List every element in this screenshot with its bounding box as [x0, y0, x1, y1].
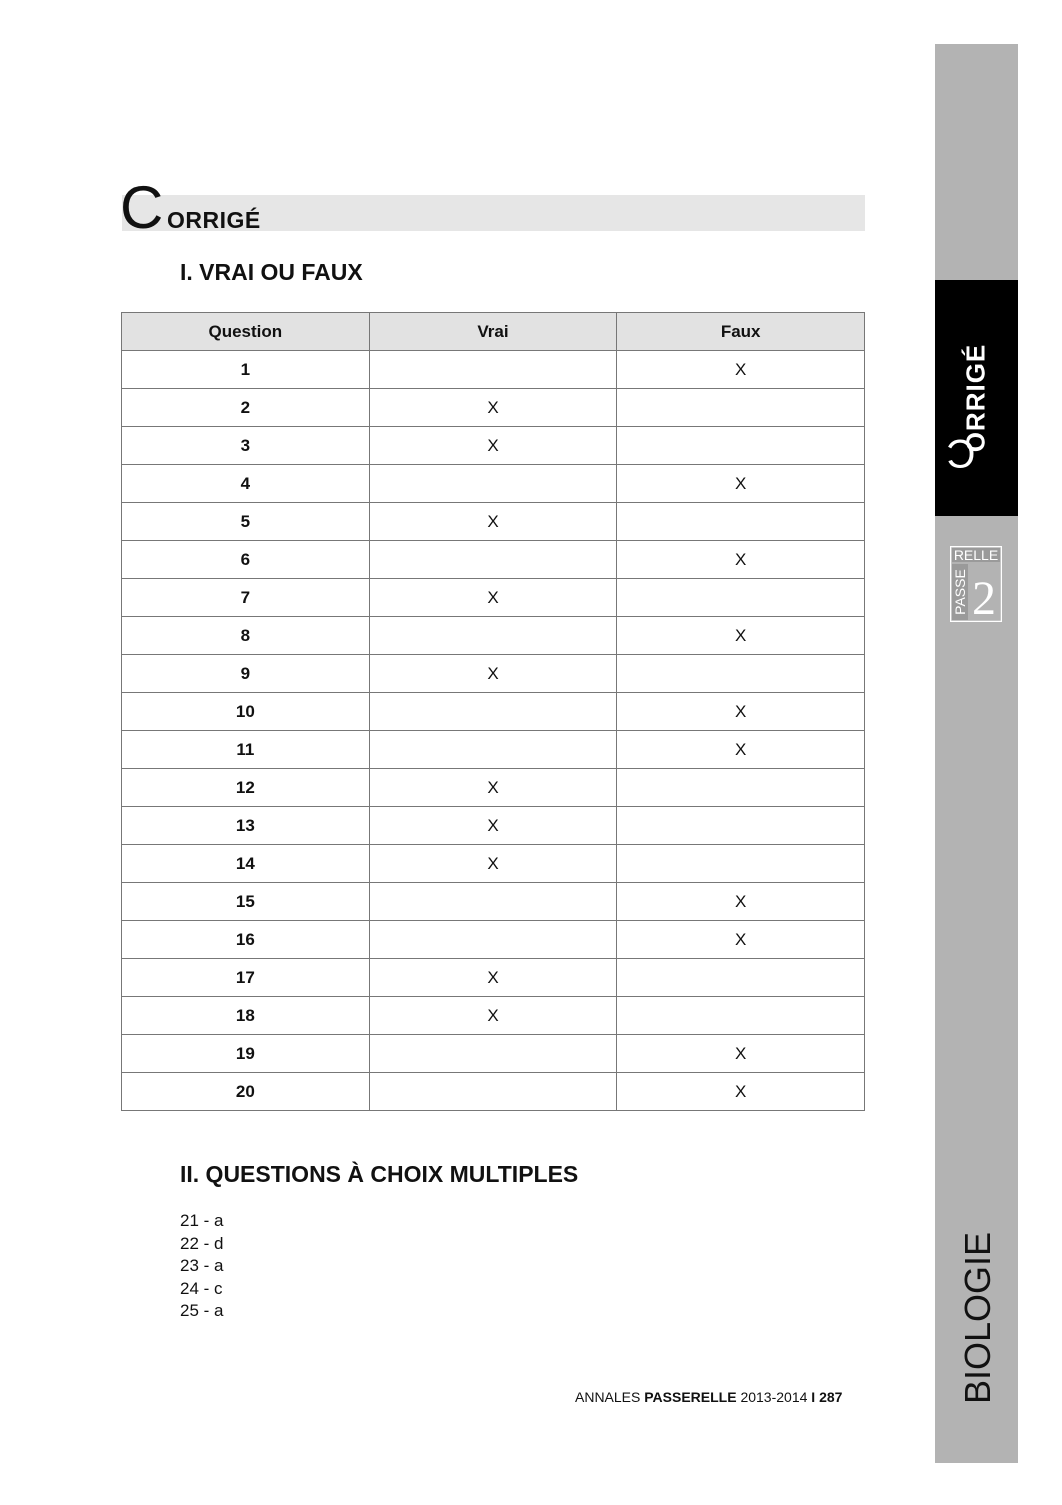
- table-row: [122, 655, 865, 693]
- list-item: 25 - a: [180, 1301, 224, 1320]
- cell-faux: X: [617, 921, 865, 959]
- answers-table: [121, 312, 865, 1111]
- cell-question: 8: [122, 617, 370, 655]
- cell-vrai: [369, 693, 617, 731]
- column-header-faux: Faux: [617, 313, 865, 351]
- cell-question: 15: [122, 883, 370, 921]
- table-row: [122, 769, 865, 807]
- list-item: 23 - a: [180, 1256, 224, 1275]
- section-title-vrai-faux: I. VRAI OU FAUX: [180, 259, 363, 285]
- cell-faux: [617, 579, 865, 617]
- cell-vrai: X: [369, 579, 617, 617]
- cell-question: 16: [122, 921, 370, 959]
- cell-question: 12: [122, 769, 370, 807]
- cell-faux: [617, 997, 865, 1035]
- cell-vrai: [369, 731, 617, 769]
- qcm-answer-list: [180, 1210, 223, 1323]
- cell-question: 3: [122, 427, 370, 465]
- cell-vrai: X: [369, 807, 617, 845]
- cell-vrai: [369, 617, 617, 655]
- footer-years: 2013-2014: [736, 1389, 812, 1405]
- table-row: [122, 807, 865, 845]
- list-item: 21 - a: [180, 1211, 224, 1230]
- cell-question: 17: [122, 959, 370, 997]
- table-row: [122, 731, 865, 769]
- cell-question: 1: [122, 351, 370, 389]
- logo-side-text: PASSE: [952, 569, 968, 615]
- table-row: [122, 579, 865, 617]
- cell-vrai: X: [369, 655, 617, 693]
- sidebar-tab-initial: C: [945, 430, 976, 475]
- cell-vrai: [369, 921, 617, 959]
- cell-faux: X: [617, 541, 865, 579]
- cell-question: 11: [122, 731, 370, 769]
- cell-question: 6: [122, 541, 370, 579]
- cell-vrai: [369, 465, 617, 503]
- cell-question: 14: [122, 845, 370, 883]
- passerelle-logo: [950, 546, 1002, 622]
- column-header-question: Question: [122, 313, 370, 351]
- cell-vrai: X: [369, 997, 617, 1035]
- table-row: [122, 351, 865, 389]
- list-item: 22 - d: [180, 1233, 224, 1253]
- table-header-row: [122, 313, 865, 351]
- cell-faux: [617, 427, 865, 465]
- list-item: 24 - c: [180, 1278, 223, 1298]
- cell-question: 19: [122, 1035, 370, 1073]
- table-row: [122, 883, 865, 921]
- cell-faux: [617, 807, 865, 845]
- cell-question: 4: [122, 465, 370, 503]
- cell-faux: [617, 389, 865, 427]
- cell-faux: [617, 503, 865, 541]
- cell-vrai: X: [369, 959, 617, 997]
- answers-table-body: [122, 351, 865, 1111]
- footer-brand: PASSERELLE: [644, 1389, 737, 1405]
- cell-faux: X: [617, 617, 865, 655]
- footer-prefix: ANNALES: [575, 1389, 645, 1405]
- cell-vrai: X: [369, 389, 617, 427]
- page-title: ORRIGÉ: [167, 207, 261, 233]
- table-row: [122, 617, 865, 655]
- table-row: [122, 389, 865, 427]
- sidebar-tab-text: ORRIGÉ: [960, 343, 991, 453]
- cell-vrai: [369, 541, 617, 579]
- cell-vrai: X: [369, 427, 617, 465]
- cell-question: 5: [122, 503, 370, 541]
- cell-faux: X: [617, 351, 865, 389]
- table-row: [122, 997, 865, 1035]
- table-row: [122, 921, 865, 959]
- cell-vrai: [369, 351, 617, 389]
- cell-vrai: [369, 1073, 617, 1111]
- footer-page-number: I 287: [811, 1389, 843, 1405]
- cell-question: 20: [122, 1073, 370, 1111]
- table-row: [122, 1035, 865, 1073]
- cell-faux: [617, 655, 865, 693]
- logo-top-text: RELLE: [953, 547, 999, 563]
- cell-question: 13: [122, 807, 370, 845]
- logo-number: 2: [972, 572, 996, 622]
- cell-faux: X: [617, 731, 865, 769]
- cell-question: 2: [122, 389, 370, 427]
- cell-vrai: X: [369, 845, 617, 883]
- table-row: [122, 1073, 865, 1111]
- cell-faux: [617, 959, 865, 997]
- cell-faux: X: [617, 1073, 865, 1111]
- cell-faux: [617, 769, 865, 807]
- cell-question: 9: [122, 655, 370, 693]
- cell-faux: X: [617, 465, 865, 503]
- section-title-qcm: II. QUESTIONS À CHOIX MULTIPLES: [180, 1161, 579, 1187]
- subject-text: BIOLOGIE: [957, 1231, 998, 1405]
- cell-vrai: X: [369, 769, 617, 807]
- cell-vrai: X: [369, 503, 617, 541]
- cell-question: 7: [122, 579, 370, 617]
- table-row: [122, 541, 865, 579]
- table-row: [122, 959, 865, 997]
- cell-faux: X: [617, 693, 865, 731]
- cell-vrai: [369, 883, 617, 921]
- header-initial: C: [120, 174, 164, 241]
- cell-question: 10: [122, 693, 370, 731]
- table-row: [122, 427, 865, 465]
- cell-faux: [617, 845, 865, 883]
- cell-vrai: [369, 1035, 617, 1073]
- cell-question: 18: [122, 997, 370, 1035]
- cell-faux: X: [617, 883, 865, 921]
- page-footer: [575, 1388, 842, 1406]
- table-row: [122, 845, 865, 883]
- table-row: [122, 465, 865, 503]
- cell-faux: X: [617, 1035, 865, 1073]
- table-row: [122, 503, 865, 541]
- table-row: [122, 693, 865, 731]
- column-header-vrai: Vrai: [369, 313, 617, 351]
